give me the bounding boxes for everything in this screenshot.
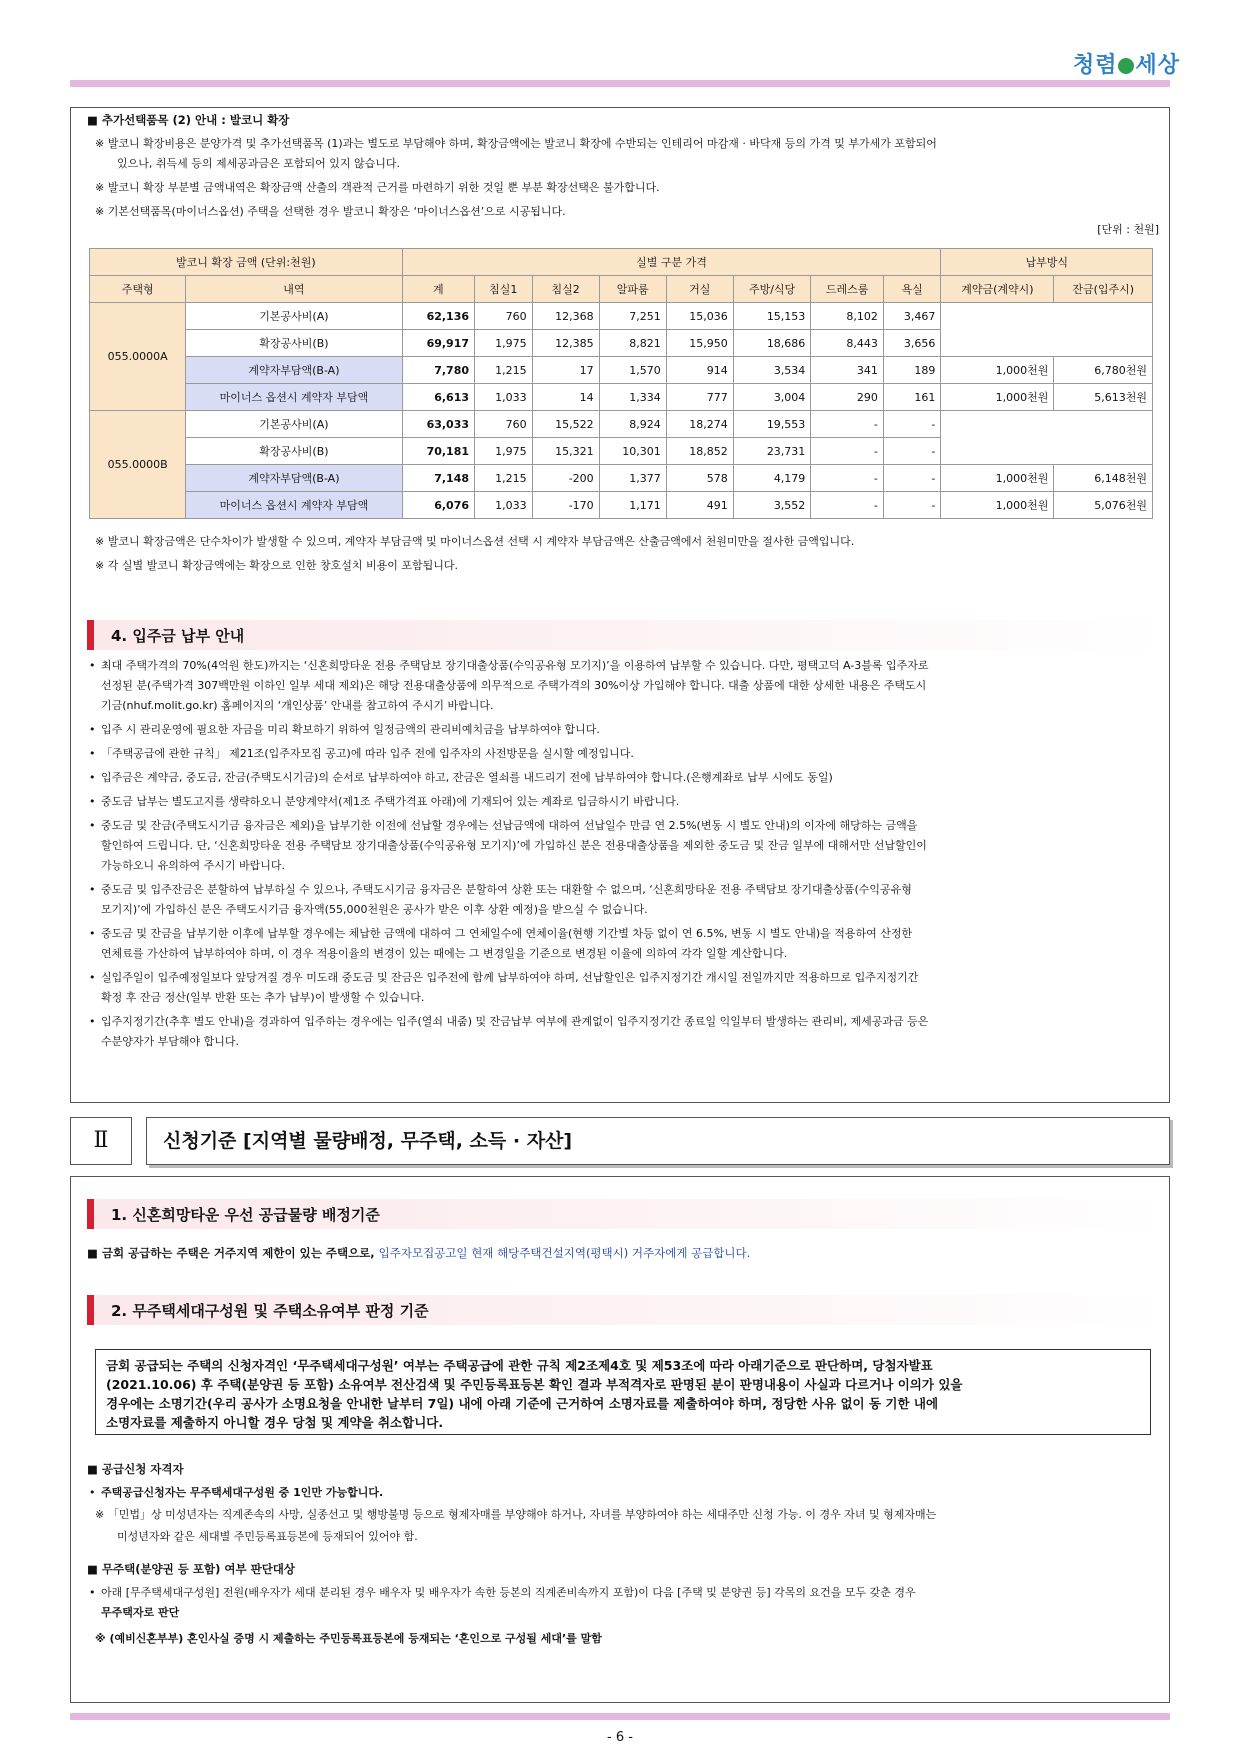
sub1-title: ■ 공급신청 자격자: [87, 1462, 184, 1476]
section2-heading: [87, 1295, 1167, 1325]
item-cell: 계약자부담액(B-A): [186, 465, 402, 492]
pay-empty-cell: [941, 303, 1153, 357]
balcony-footnote-2: ※ 각 실별 발코니 확장금액에는 확장으로 인한 창호설치 비용이 포함됩니다.: [95, 559, 458, 572]
value-cell: 760: [475, 411, 533, 438]
value-cell: -: [811, 492, 884, 519]
value-cell: 14: [532, 384, 599, 411]
col-header: 잔금(입주시): [1054, 276, 1153, 303]
bullet-icon: •: [89, 927, 96, 940]
value-cell: 15,321: [532, 438, 599, 465]
section1-line: [87, 1245, 750, 1261]
sub1-bullet: • 주택공급신청자는 무주택세대구성원 중 1인만 가능합니다.: [89, 1486, 384, 1499]
value-cell: 3,552: [733, 492, 811, 519]
bullet-line: 할인하여 드립니다. 단, ‘신혼희망타운 전용 주택담보 장기대출상품(수익공유형 모기지)’에 가입하신 분은 전용대출상품을 제외한 중도금 및 잔금 일부에 대해서만 선납할인이: [101, 839, 927, 852]
section2-framebox: [95, 1349, 1151, 1435]
value-cell: -: [883, 465, 941, 492]
payment-bullet: [89, 720, 1159, 740]
bullet-icon: •: [89, 723, 96, 736]
value-cell: 15,153: [733, 303, 811, 330]
payment-bullet: [89, 656, 1159, 716]
bullet-line: 모기지)’에 가입하신 분은 주택도시기금 융자액(55,000천원은 공사가 받은 이후 상환 예정)을 받으실 수 없습니다.: [101, 903, 648, 916]
pay-cell: 6,780천원: [1054, 357, 1153, 384]
pay-empty-cell: [941, 411, 1153, 465]
value-cell: -: [883, 492, 941, 519]
unit-type-cell: 055.0000B: [90, 411, 186, 519]
value-cell: 1,033: [475, 492, 533, 519]
value-cell: 62,136: [402, 303, 474, 330]
value-cell: 6,613: [402, 384, 474, 411]
value-cell: 8,443: [811, 330, 884, 357]
payment-bullet: [89, 816, 1159, 876]
item-cell: 확장공사비(B): [186, 438, 402, 465]
bullet-icon: •: [89, 795, 96, 808]
pay-cell: 1,000천원: [941, 384, 1054, 411]
value-cell: 19,553: [733, 411, 811, 438]
logo-text-2: 세상: [1135, 53, 1180, 78]
table-row: [90, 384, 1153, 411]
value-cell: 3,467: [883, 303, 941, 330]
bullet-icon: •: [89, 747, 96, 760]
value-cell: 18,686: [733, 330, 811, 357]
payment-bullet: [89, 880, 1159, 920]
payment-bullet: [89, 744, 1159, 764]
logo-globe-icon: [1118, 58, 1134, 74]
chapter-title: 신청기준 [지역별 물량배정, 무주택, 소득 · 자산]: [146, 1117, 1170, 1165]
bullet-line: 가능하오니 유의하여 주시기 바랍니다.: [101, 859, 286, 872]
bullet-line: 입주금은 계약금, 중도금, 잔금(주택도시기금)의 순서로 납부하여야 하고, 잔금은 열쇠를 내드리기 전에 납부하여야 합니다.(은행계좌로 납부 시에도 동일): [101, 771, 833, 784]
value-cell: 15,522: [532, 411, 599, 438]
sub2-bullet: • 아래 [무주택세대구성원] 전원(배우자가 세대 분리된 경우 배우자 및 배우자가 속한 등본의 직계존비속까지 포함)이 다음 [주택 및 분양권 등] 각목의 요건을 모두 갖춘 경우 무주택자로 판단: [89, 1586, 916, 1619]
table-row: [90, 357, 1153, 384]
bullet-line: 중도금 및 입주잔금은 분할하여 납부하실 수 있으나, 주택도시기금 융자금은 분할하여 상환 또는 대환할 수 없으며, ‘신혼희망타운 전용 주택담보 장기대출상품(수익공유형: [101, 883, 912, 896]
value-cell: 70,181: [402, 438, 474, 465]
value-cell: -: [811, 438, 884, 465]
value-cell: 189: [883, 357, 941, 384]
value-cell: 341: [811, 357, 884, 384]
value-cell: 290: [811, 384, 884, 411]
balcony-footnote-1: ※ 발코니 확장금액은 단수차이가 발생할 수 있으며, 계약자 부담금액 및 마이너스옵션 선택 시 계약자 부담금액은 산출금액에서 천원미만을 절사한 금액입니다.: [95, 535, 855, 548]
page-number: - 6 -: [607, 1730, 633, 1745]
bullet-line: 중도금 및 잔금(주택도시기금 융자금은 제외)을 납부기한 이전에 선납할 경우에는 선납금액에 대하여 선납일수 만큼 연 2.5%(변동 시 별도 안내)의 이자에 해당하는 금액을: [101, 819, 918, 832]
col-header: 욕실: [883, 276, 941, 303]
value-cell: 7,251: [599, 303, 666, 330]
value-cell: 1,570: [599, 357, 666, 384]
sub2-note: ※ (예비신혼부부) 혼인사실 증명 시 제출하는 주민등록표등본에 등재되는 ‘혼인으로 구성될 세대’를 말함: [95, 1632, 602, 1645]
col-header: 알파룸: [599, 276, 666, 303]
bullet-line: 확정 후 잔금 정산(일부 반환 또는 추가 납부)이 발생할 수 있습니다.: [101, 991, 425, 1004]
unit-label: [단위 : 천원]: [1097, 223, 1159, 236]
framebox-line-4: 소명자료를 제출하지 아니할 경우 당첨 및 계약을 취소합니다.: [106, 1415, 444, 1430]
col-header: 침실1: [475, 276, 533, 303]
payment-bullet: [89, 924, 1159, 964]
value-cell: -170: [532, 492, 599, 519]
item-cell: 마이너스 옵션시 계약자 부담액: [186, 384, 402, 411]
value-cell: 1,215: [475, 465, 533, 492]
value-cell: -: [883, 411, 941, 438]
col-header: 계: [402, 276, 474, 303]
sub1-note-2: 미성년자와 같은 세대별 주민등록표등본에 등재되어 있어야 함.: [117, 1530, 418, 1543]
bullet-line: 입주지정기간(추후 별도 안내)을 경과하여 입주하는 경우에는 입주(열쇠 내줌) 및 잔금납부 여부에 관계없이 입주지정기간 종료일 익일부터 발생하는 관리비, 제세공과금 등은: [101, 1015, 929, 1028]
value-cell: 1,975: [475, 438, 533, 465]
pay-cell: 1,000천원: [941, 357, 1054, 384]
item-cell: 확장공사비(B): [186, 330, 402, 357]
table-row: [90, 411, 1153, 438]
pay-cell: 5,076천원: [1054, 492, 1153, 519]
balcony-title: ■ 추가선택품목 (2) 안내 : 발코니 확장: [87, 113, 290, 127]
value-cell: 1,171: [599, 492, 666, 519]
value-cell: -: [811, 465, 884, 492]
value-cell: -200: [532, 465, 599, 492]
pay-cell: 1,000천원: [941, 465, 1054, 492]
balcony-price-table: [89, 248, 1153, 519]
value-cell: 1,033: [475, 384, 533, 411]
value-cell: -: [811, 411, 884, 438]
item-cell: 기본공사비(A): [186, 303, 402, 330]
col-header: 침실2: [532, 276, 599, 303]
col-header: 주택형: [90, 276, 186, 303]
criteria-box: [70, 1176, 1170, 1703]
value-cell: 18,852: [666, 438, 733, 465]
value-cell: 8,924: [599, 411, 666, 438]
framebox-line-3: 경우에는 소명기간(우리 공사가 소명요청을 안내한 날부터 7일) 내에 아래 기준에 근거하여 소명자료를 제출하여야 하며, 정당한 사유 없이 동 기한 내에: [106, 1396, 939, 1411]
section4-heading: [87, 620, 1167, 650]
bullet-line: 중도금 및 잔금을 납부기한 이후에 납부할 경우에는 체납한 금액에 대하여 그 연체일수에 연체이율(현행 기간별 차등 없이 연 6.5%, 변동 시 별도 안내)을 적용하여 산정한: [101, 927, 913, 940]
value-cell: 914: [666, 357, 733, 384]
bullet-icon: •: [89, 819, 96, 832]
section1-title: 1. 신혼희망타운 우선 공급물량 배정기준: [111, 1206, 380, 1224]
value-cell: 10,301: [599, 438, 666, 465]
section1-heading: [87, 1199, 1167, 1229]
bullet-line: 실입주일이 입주예정일보다 앞당겨질 경우 미도래 중도금 및 잔금은 입주전에 함께 납부하여야 하며, 선납할인은 입주지정기간 개시일 전일까지만 적용하므로 입주지정기간: [101, 971, 919, 984]
value-cell: 1,215: [475, 357, 533, 384]
value-cell: 760: [475, 303, 533, 330]
value-cell: 8,821: [599, 330, 666, 357]
col-header: 주방/식당: [733, 276, 811, 303]
col-header: 드레스룸: [811, 276, 884, 303]
bullet-icon: •: [89, 971, 96, 984]
bottom-rule: [70, 1713, 1170, 1720]
value-cell: 12,385: [532, 330, 599, 357]
table-row: [90, 303, 1153, 330]
col-header: 내역: [186, 276, 402, 303]
section4-title: 4. 입주금 납부 안내: [111, 627, 245, 645]
pay-cell: 5,613천원: [1054, 384, 1153, 411]
value-cell: 1,377: [599, 465, 666, 492]
bullet-icon: •: [89, 659, 96, 672]
th-room: 실별 구분 가격: [402, 249, 941, 276]
value-cell: -: [883, 438, 941, 465]
value-cell: 578: [666, 465, 733, 492]
value-cell: 7,780: [402, 357, 474, 384]
payment-bullet: [89, 792, 1159, 812]
column-header-row: [90, 276, 1153, 303]
balcony-note-3: ※ 기본선택품목(마이너스옵션) 주택을 선택한 경우 발코니 확장은 ‘마이너스옵션’으로 시공됩니다.: [95, 205, 566, 218]
top-rule: [70, 80, 1170, 87]
pay-cell: 6,148천원: [1054, 465, 1153, 492]
value-cell: 1,975: [475, 330, 533, 357]
balcony-note-1b: 있으나, 취득세 등의 제세공과금은 포함되어 있지 않습니다.: [117, 157, 400, 170]
th-amount: 발코니 확장 금액 (단위:천원): [90, 249, 403, 276]
bullet-line: 연체료를 가산하여 납부하여야 하며, 이 경우 적용이율의 변경이 있는 때에는 그 변경일을 기준으로 변경된 이율에 의하여 각각 일할 계산합니다.: [101, 947, 788, 960]
payment-bullet: [89, 1012, 1159, 1052]
value-cell: 3,004: [733, 384, 811, 411]
item-cell: 계약자부담액(B-A): [186, 357, 402, 384]
th-pay: 납부방식: [941, 249, 1153, 276]
bullet-line: 중도금 납부는 별도고지를 생략하오니 분양계약서(제1조 주택가격표 아래)에 기재되어 있는 계좌로 입금하시기 바랍니다.: [101, 795, 680, 808]
table-row: [90, 465, 1153, 492]
bullet-line: 선정된 분(주택가격 307백만원 이하인 일부 세대 제외)은 해당 전용대출상품에 의무적으로 주택가격의 30%이상 가입해야 합니다. 대출 상품에 대한 상세한 내용은 주택도시: [101, 679, 927, 692]
value-cell: 777: [666, 384, 733, 411]
value-cell: 1,334: [599, 384, 666, 411]
payment-bullet: [89, 968, 1159, 1008]
value-cell: 17: [532, 357, 599, 384]
value-cell: 3,656: [883, 330, 941, 357]
sub1-note-1: ※ 「민법」상 미성년자는 직계존속의 사망, 실종선고 및 행방불명 등으로 형제자매를 부양해야 하거나, 자녀를 부양하여야 하는 세대주만 신청 가능. 이 경우 자녀 및 형제자매는: [95, 1508, 937, 1521]
value-cell: 15,950: [666, 330, 733, 357]
value-cell: 63,033: [402, 411, 474, 438]
logo-text: 청렴: [1072, 53, 1118, 78]
balcony-note-1: ※ 발코니 확장비용은 분양가격 및 추가선택품목 (1)과는 별도로 부담해야 하며, 확장금액에는 발코니 확장에 수반되는 인테리어 마감재 · 바닥재 등의 가격 및 부가세가 포함되어: [95, 137, 937, 150]
payment-bullet: [89, 768, 1159, 788]
section2-title: 2. 무주택세대구성원 및 주택소유여부 판정 기준: [111, 1302, 429, 1320]
sub2-title: ■ 무주택(분양권 등 포함) 여부 판단대상: [87, 1562, 296, 1576]
section1-prefix: ■ 금회 공급하는 주택은 거주지역 제한이 있는 주택으로,: [87, 1246, 379, 1260]
bullet-line: 최대 주택가격의 70%(4억원 한도)까지는 ‘신혼희망타운 전용 주택담보 장기대출상품(수익공유형 모기지)’을 이용하여 납부할 수 있습니다. 다만, 평택고덕 A-3블록 입주자로: [101, 659, 929, 672]
value-cell: 4,179: [733, 465, 811, 492]
bullet-line: 「주택공급에 관한 규칙」 제21조(입주자모집 공고)에 따라 입주 전에 입주자의 사전방문을 실시할 예정입니다.: [101, 747, 634, 760]
col-header: 거실: [666, 276, 733, 303]
bullet-icon: •: [89, 883, 96, 896]
value-cell: 8,102: [811, 303, 884, 330]
unit-type-cell: 055.0000A: [90, 303, 186, 411]
item-cell: 기본공사비(A): [186, 411, 402, 438]
value-cell: 12,368: [532, 303, 599, 330]
bullet-icon: •: [89, 1015, 96, 1028]
value-cell: 15,036: [666, 303, 733, 330]
value-cell: 7,148: [402, 465, 474, 492]
bullet-line: 입주 시 관리운영에 필요한 자금을 미리 확보하기 위하여 일정금액의 관리비예치금을 납부하여야 합니다.: [101, 723, 600, 736]
value-cell: 23,731: [733, 438, 811, 465]
bullet-line: 수분양자가 부담해야 합니다.: [101, 1035, 240, 1048]
framebox-line-1: 금회 공급되는 주택의 신청자격인 ‘무주택세대구성원’ 여부는 주택공급에 관한 규칙 제2조제4호 및 제53조에 따라 아래기준으로 판단하며, 당첨자발표: [106, 1358, 933, 1373]
item-cell: 마이너스 옵션시 계약자 부담액: [186, 492, 402, 519]
bullet-line: 기금(nhuf.molit.go.kr) 홈페이지의 ‘개인상품’ 안내를 참고하여 주시기 바랍니다.: [101, 699, 494, 712]
pay-cell: 1,000천원: [941, 492, 1054, 519]
section1-blue-text: 입주자모집공고일 현재 해당주택건설지역(평택시) 거주자에게 공급합니다.: [378, 1246, 751, 1260]
col-header: 계약금(계약시): [941, 276, 1054, 303]
value-cell: 3,534: [733, 357, 811, 384]
table-row: [90, 492, 1153, 519]
chapter-number: Ⅱ: [70, 1117, 132, 1165]
bullet-icon: •: [89, 771, 96, 784]
value-cell: 161: [883, 384, 941, 411]
framebox-line-2: (2021.10.06) 후 주택(분양권 등 포함) 소유여부 전산검색 및 주민등록표등본 확인 결과 부적격자로 판명된 분이 판명내용이 사실과 다르거나 이의가 있을: [106, 1377, 963, 1392]
value-cell: 18,274: [666, 411, 733, 438]
value-cell: 69,917: [402, 330, 474, 357]
balcony-note-2: ※ 발코니 확장 부분별 금액내역은 확장금액 산출의 객관적 근거를 마련하기 위한 것일 뿐 부분 확장선택은 불가합니다.: [95, 181, 660, 194]
logo: [1073, 48, 1180, 79]
balcony-and-payment-box: [70, 107, 1170, 1103]
value-cell: 491: [666, 492, 733, 519]
value-cell: 6,076: [402, 492, 474, 519]
